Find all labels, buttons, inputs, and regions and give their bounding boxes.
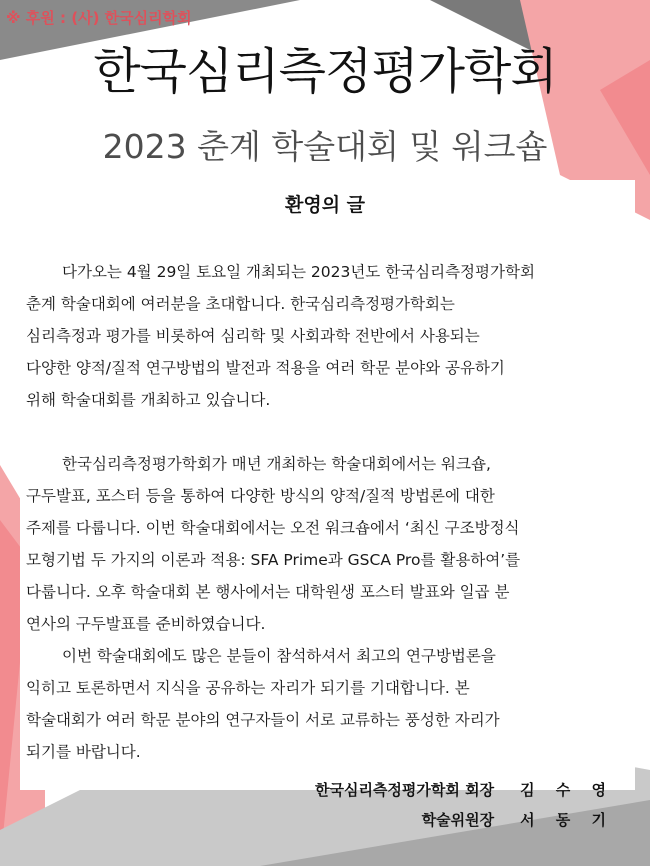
paragraph-3-line: 학술대회가 여러 학문 분야의 연구자들이 서로 교류하는 풍성한 자리가 — [26, 711, 500, 729]
paragraph-1-line: 다가오는 4월 29일 토요일 개최되는 2023년도 한국심리측정평가학회 — [62, 263, 535, 281]
page-title: 한국심리측정평가학회 — [93, 43, 557, 100]
signature-name: 서 동 기 — [520, 811, 614, 829]
event-subtitle: 2023 춘계 학술대회 및 워크숍 — [102, 127, 548, 166]
paragraph-1-line: 춘계 학술대회에 여러분을 초대합니다. 한국심리측정평가학회는 — [26, 295, 455, 313]
signature-president — [315, 779, 614, 800]
paragraph-1-line: 심리측정과 평가를 비롯하여 심리학 및 사회과학 전반에서 사용되는 — [26, 327, 480, 345]
signature-committee-chair — [422, 809, 614, 830]
paragraph-1-line: 위해 학술대회를 개최하고 있습니다. — [26, 391, 271, 409]
paragraph-2-line: 한국심리측정평가학회가 매년 개최하는 학술대회에서는 워크숍, — [62, 455, 491, 473]
paragraph-gap — [26, 416, 626, 448]
paragraph-2-line: 구두발표, 포스터 등을 통하여 다양한 방식의 양적/질적 방법론에 대한 — [26, 487, 495, 505]
paragraph-2-line: 다룹니다. 오후 학술대회 본 행사에서는 대학원생 포스터 발표와 일곱 분 — [26, 583, 510, 601]
signature-role: 한국심리측정평가학회 회장 — [314, 781, 495, 799]
paragraph-2-line: 연사의 구두발표를 준비하였습니다. — [26, 615, 266, 633]
paragraph-3-line: 되기를 바랍니다. — [26, 743, 141, 761]
paragraph-2-line: 주제를 다룹니다. 이번 학술대회에서는 오전 워크숍에서 ‘최신 구조방정식 — [26, 519, 520, 537]
paragraph-1-line: 다양한 양적/질적 연구방법의 발전과 적용을 여러 학문 분야와 공유하기 — [26, 359, 505, 377]
paragraph-3-line: 이번 학술대회에도 많은 분들이 참석하셔서 최고의 연구방법론을 — [62, 647, 496, 665]
paragraph-2-line: 모형기법 두 가지의 이론과 적용: SFA Prime과 GSCA Pro를 활용하여’를 — [26, 551, 521, 569]
sponsor-line: ※ 후원 : (사) 한국심리학회 — [6, 9, 192, 27]
paragraph-3-line: 익히고 토론하면서 지식을 공유하는 자리가 되기를 기대합니다. 본 — [26, 679, 470, 697]
signature-name: 김 수 영 — [520, 781, 614, 799]
welcome-heading: 환영의 글 — [284, 194, 366, 216]
welcome-body — [26, 256, 626, 768]
signature-role: 학술위원장 — [421, 811, 495, 829]
